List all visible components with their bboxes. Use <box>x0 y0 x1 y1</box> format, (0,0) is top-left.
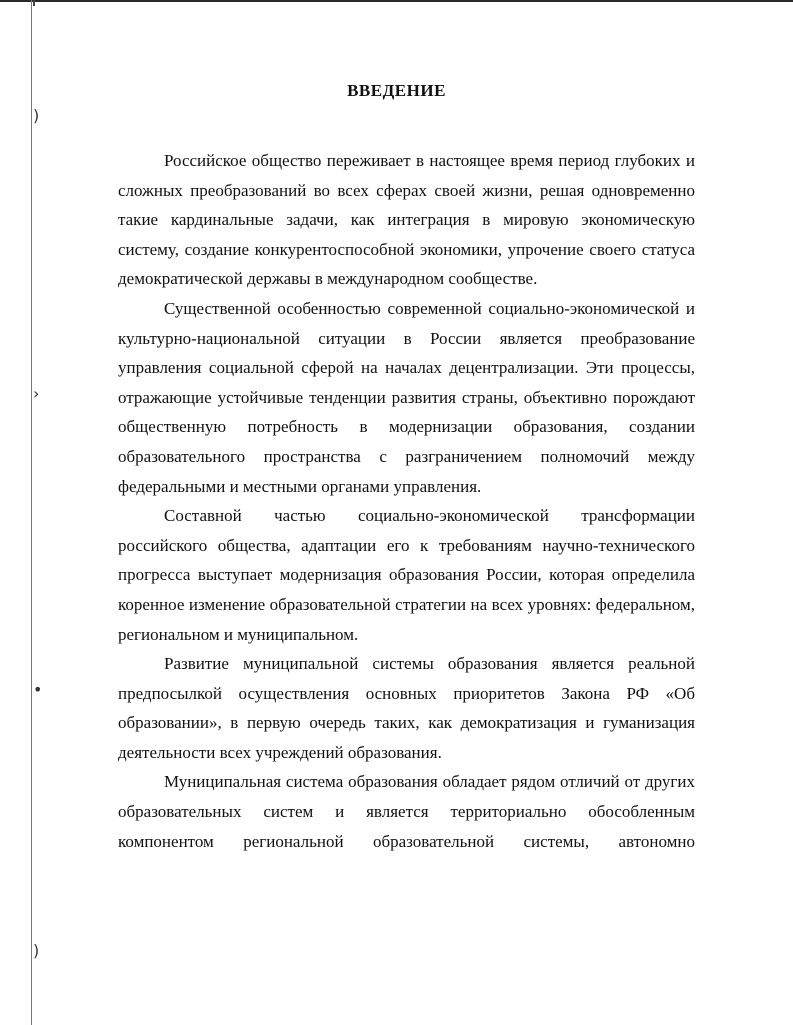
binding-hole-mark: • <box>33 680 43 699</box>
scan-top-border <box>0 0 793 2</box>
binding-hole-mark: ) <box>33 106 40 125</box>
page-title: ВВЕДЕНИЕ <box>347 81 446 101</box>
paragraph-1: Российское общество переживает в настоящее время период глубоких и сложных преобразований во всех сферах своей жизни, решая одновременно такие кардинальные задачи, как интеграция в мировую экономическую систему, создание конкурентоспособной экономики, упрочение своего статуса демократической державы в международном сообществе. <box>118 151 695 289</box>
body-text <box>118 146 695 856</box>
paragraph-5: Муниципальная система образования обладает рядом отличий от других образовательных систем и является территориально обособленным компонентом региональной образовательной системы, автономно <box>118 772 695 851</box>
paragraph-4: Развитие муниципальной системы образования является реальной предпосылкой осуществления основных приоритетов Закона РФ «Об образовании», в первую очередь таких, как демократизация и гуманизация деятельности всех учреждений образования. <box>118 654 695 762</box>
binding-hole-mark: ) <box>33 941 40 960</box>
binding-hole-mark: › <box>33 384 40 403</box>
scan-left-border <box>31 0 32 1025</box>
scan-top-tick <box>33 0 35 6</box>
paragraph-2: Существенной особенностью современной социально-экономической и культурно-национальной ситуации в России является преобразование управления социальной сферой на началах децентрализации. Эти процессы, отражающие устойчивые тенденции развития страны, объективно порождают общественную потребность в модернизации образования, создании образовательного пространства с разграничением полномочий между федеральными и местными органами управления. <box>118 298 695 496</box>
paragraph-3: Составной частью социально-экономической трансформации российского общества, адаптации его к требованиям научно-технического прогресса выступает модернизация образования России, которая определила коренное изменение образовательной стратегии на всех уровнях: федеральном, региональном и муниципальном. <box>118 506 695 644</box>
